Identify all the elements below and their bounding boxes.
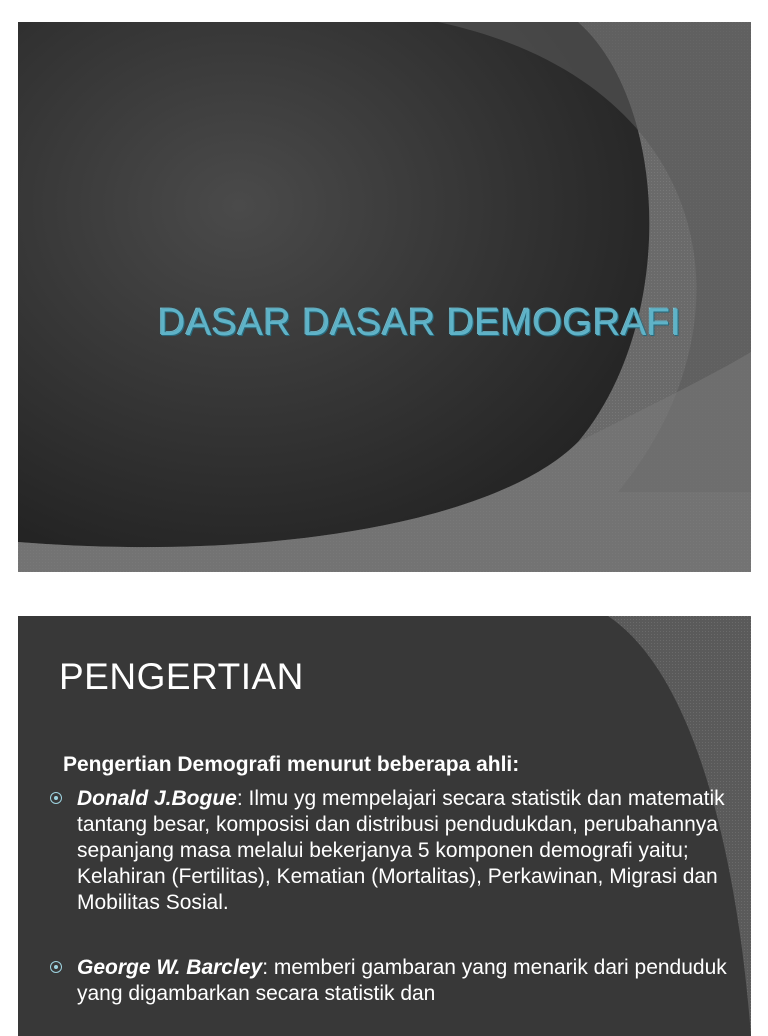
- intro-text: Pengertian Demografi menurut beberapa ahli:: [63, 753, 520, 776]
- list-item: [48, 955, 738, 1007]
- definition-list: [48, 786, 738, 1036]
- slide-title: PENGERTIAN: [59, 656, 304, 697]
- definition-text: : Ilmu yg mempelajari secara statistik dan matematik tantang besar, komposisi dan distribusi pendudukdan, perubahannya sepanjang masa melalui bekerjanya 5 komponen demografi yaitu; Kelahiran (Fertilitas), Kematian (Mortalitas), Perkawinan, Migrasi dan Mobilitas Sosial.: [77, 787, 725, 914]
- slide-background-shapes: [18, 22, 751, 572]
- title-slide: [18, 22, 751, 572]
- bullet-icon: [50, 792, 62, 804]
- presentation-title: DASAR DASAR DEMOGRAFI: [158, 302, 682, 344]
- list-item: [48, 786, 738, 916]
- definition-text: : memberi gambaran yang menarik dari penduduk yang digambarkan secara statistik dan: [77, 956, 727, 1005]
- expert-name: Donald J.Bogue: [77, 787, 237, 810]
- bullet-icon: [50, 961, 62, 973]
- content-slide: [18, 616, 751, 1036]
- expert-name: George W. Barcley: [77, 956, 263, 979]
